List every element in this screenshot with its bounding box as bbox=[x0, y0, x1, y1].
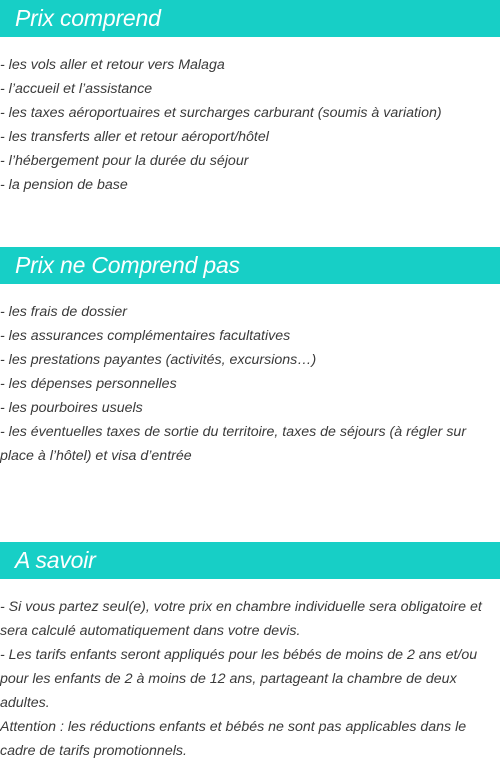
section-title: A savoir bbox=[15, 547, 96, 573]
list-item: - les vols aller et retour vers Malaga bbox=[0, 57, 225, 73]
info-paragraph: - Si vous partez seul(e), votre prix en chambre individuelle sera obligatoire et sera calculé automatiquement dans votre devis. bbox=[0, 599, 482, 639]
section-a-savoir bbox=[0, 542, 500, 763]
list-item: - la pension de base bbox=[0, 177, 128, 193]
excluded-list bbox=[0, 300, 500, 468]
list-item: - les frais de dossier bbox=[0, 304, 127, 320]
list-item: - les taxes aéroportuaires et surcharges carburant (soumis à variation) bbox=[0, 105, 442, 121]
info-paragraphs bbox=[0, 595, 500, 763]
list-item: - les éventuelles taxes de sortie du territoire, taxes de séjours (à régler sur place à l’hôtel) et visa d’entrée bbox=[0, 424, 467, 464]
section-title: Prix comprend bbox=[15, 5, 161, 31]
list-item: - les dépenses personnelles bbox=[0, 376, 177, 392]
section-header bbox=[0, 542, 500, 579]
list-item: - l’hébergement pour la durée du séjour bbox=[0, 153, 249, 169]
section-header bbox=[0, 0, 500, 37]
info-paragraph: - Les tarifs enfants seront appliqués pour les bébés de moins de 2 ans et/ou pour les enfants de 2 à moins de 12 ans, partageant la chambre de deux adultes. bbox=[0, 647, 478, 711]
list-item: - les pourboires usuels bbox=[0, 400, 143, 416]
list-item: - les transferts aller et retour aéroport/hôtel bbox=[0, 129, 269, 145]
section-title: Prix ne Comprend pas bbox=[15, 252, 240, 278]
section-header bbox=[0, 247, 500, 284]
section-prix-ne-comprend-pas bbox=[0, 247, 500, 468]
list-item: - les assurances complémentaires facultatives bbox=[0, 328, 291, 344]
section-prix-comprend bbox=[0, 0, 500, 197]
list-item: - les prestations payantes (activités, excursions…) bbox=[0, 352, 317, 368]
info-paragraph: Attention : les réductions enfants et bébés ne sont pas applicables dans le cadre de tarifs promotionnels. bbox=[0, 719, 467, 759]
list-item: - l’accueil et l’assistance bbox=[0, 81, 153, 97]
included-list bbox=[0, 53, 500, 197]
